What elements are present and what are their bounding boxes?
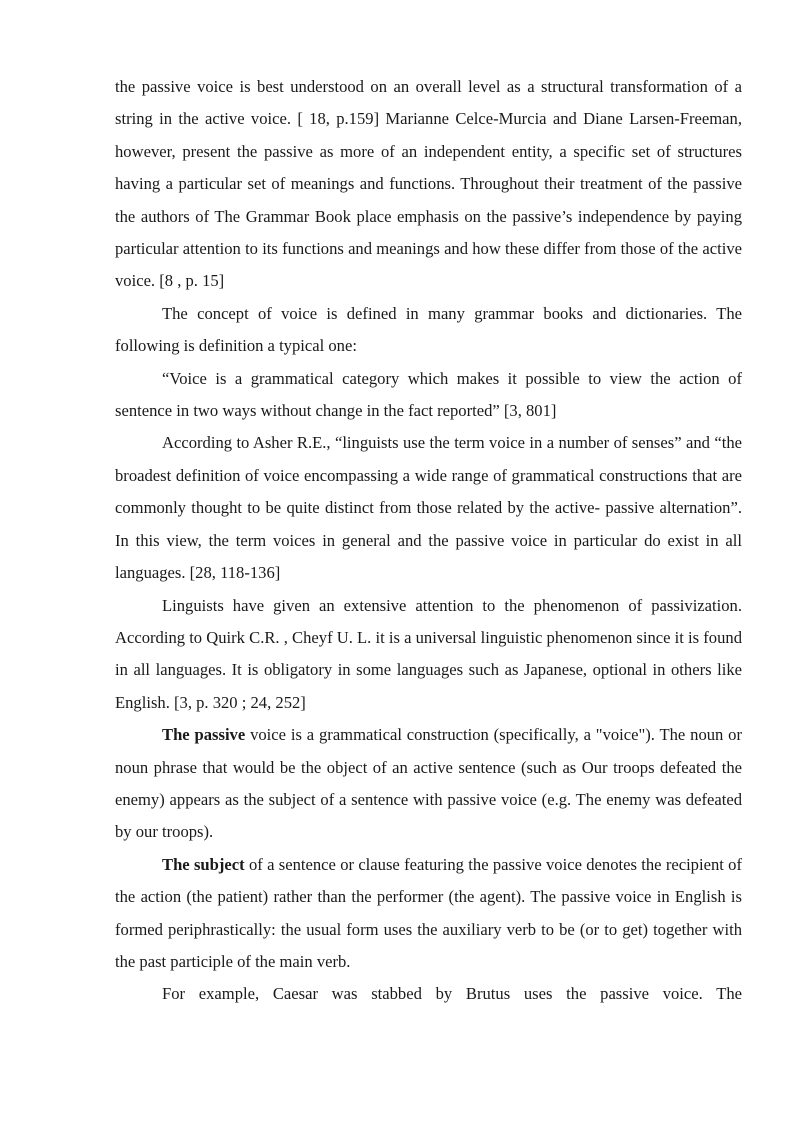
paragraph-5	[115, 590, 742, 720]
paragraph-4	[115, 427, 742, 589]
paragraph-8-text: For example, Caesar was stabbed by Brutus uses the passive voice. The	[162, 984, 742, 1004]
paragraph-3-quote	[115, 363, 742, 428]
paragraph-4-text: According to Asher R.E., “linguists use the term voice in a number of senses” and “the broadest definition of voice encompassing a wide range of grammatical constructions that are commonly thought to be quite distinct from those related by the active- passive alternation”. In this view, the term voices in general and the passive voice in particular do exist in all languages. [28, 118-136]	[115, 433, 742, 583]
paragraph-3-text: “Voice is a grammatical category which makes it possible to view the action of sentence in two ways without change in the fact reported” [3, 801]	[115, 368, 742, 421]
document-page	[115, 71, 742, 1011]
paragraph-7-text: of a sentence or clause featuring the passive voice denotes the recipient of the action (the patient) rather than the performer (the agent). The passive voice in English is formed periphrastically: the usual form uses the auxiliary verb to be (or to get) together with the past participle of the main verb.	[115, 854, 742, 971]
paragraph-7	[115, 849, 742, 979]
paragraph-5-text: Linguists have given an extensive attention to the phenomenon of passivization. According to Quirk C.R. , Cheyf U. L. it is a universal linguistic phenomenon since it is found in all languages. It is obligatory in some languages such as Japanese, optional in others like English. [3, p. 320 ; 24, 252]	[115, 595, 742, 712]
paragraph-2-text: The concept of voice is defined in many grammar books and dictionaries. The following is definition a typical one:	[115, 303, 742, 356]
paragraph-6-text: voice is a grammatical construction (specifically, a "voice"). The noun or noun phrase that would be the object of an active sentence (such as Our troops defeated the enemy) appears as the subject of a sentence with passive voice (e.g. The enemy was defeated by our troops).	[115, 725, 743, 842]
paragraph-2	[115, 298, 742, 363]
paragraph-8	[115, 978, 742, 1010]
paragraph-1	[115, 71, 742, 298]
paragraph-7-bold-lead: The subject	[162, 854, 245, 874]
paragraph-6-bold-lead: The passive	[162, 725, 246, 745]
paragraph-6	[115, 719, 742, 849]
paragraph-1-text: the passive voice is best understood on an overall level as a structural transformation of a string in the active voice. [ 18, p.159] Marianne Celce-Murcia and Diane Larsen-Freeman, however, present the passive as more of an independent entity, a specific set of structures having a particular set of meanings and functions. Throughout their treatment of the passive the authors of The Grammar Book place emphasis on the passive’s independence by paying particular attention to its functions and meanings and how these differ from those of the active voice. [8 , p. 15]	[115, 77, 742, 291]
